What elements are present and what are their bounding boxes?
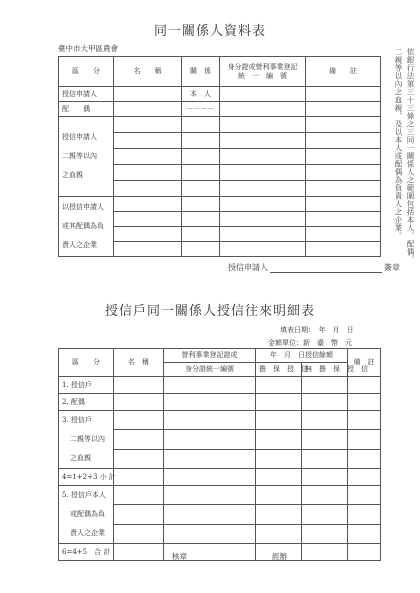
side-note: 依銀行法第三十三條之三同一關係人之範圍包括本人、配偶、二親等以內之血親，及以本人或配偶為負責人之企業。 — [394, 48, 415, 264]
ent-id-cell[interactable] — [220, 197, 306, 212]
table-header-row — [59, 57, 381, 87]
remark-cell[interactable] — [348, 394, 381, 411]
name-cell[interactable] — [114, 430, 164, 449]
id-cell[interactable] — [164, 505, 256, 524]
row-spouse-label: 配 偶 — [59, 102, 114, 117]
spouse-id-cell[interactable] — [220, 102, 306, 117]
review-seal-label: 核章 — [172, 552, 187, 561]
header-name: 名 稱 — [114, 57, 182, 87]
table-row — [59, 377, 381, 394]
ent-relation-cell[interactable] — [182, 227, 220, 242]
id-cell[interactable] — [164, 430, 256, 449]
name-cell[interactable] — [114, 524, 164, 543]
table-row — [59, 411, 381, 430]
secured-cell[interactable] — [256, 505, 302, 524]
kin-remark-cell[interactable] — [306, 133, 381, 149]
ent-id-cell[interactable] — [220, 212, 306, 227]
amount-unit: 金額單位：新 臺 幣 元 — [268, 339, 352, 347]
id-cell[interactable] — [164, 524, 256, 543]
kin-name-cell[interactable] — [114, 117, 182, 133]
applicant-name-cell[interactable] — [114, 87, 182, 102]
name-cell[interactable] — [114, 469, 164, 486]
signature-line[interactable] — [270, 263, 382, 273]
name-cell[interactable] — [114, 505, 164, 524]
name-cell[interactable] — [114, 411, 164, 430]
unsecured-cell[interactable] — [302, 377, 348, 394]
ent-remark-cell[interactable] — [306, 197, 381, 212]
header-id-line2: 身分證統一編號 — [164, 363, 256, 377]
ent-relation-cell[interactable] — [182, 212, 220, 227]
remark-cell[interactable] — [348, 449, 381, 468]
ent-line3: 責人之企業 — [70, 529, 105, 537]
kin-remark-cell[interactable] — [306, 149, 381, 165]
signature-label: 授信申請人 — [228, 263, 268, 272]
related-party-table — [58, 56, 381, 257]
secured-cell[interactable] — [256, 469, 302, 486]
header-remark: 備 註 — [306, 57, 381, 87]
kin-line1: 3. 授信戶 — [62, 416, 92, 424]
id-cell[interactable] — [164, 449, 256, 468]
header-id-line1: 營利事業登記證或 — [164, 349, 256, 363]
remark-cell[interactable] — [348, 486, 381, 505]
kin-line3: 之血親 — [62, 171, 83, 179]
row-subtotal: 4=1+2+3 小 計 — [59, 469, 114, 486]
form1-title: 同一關係人資料表 — [153, 24, 266, 39]
table-header-row — [59, 349, 381, 363]
header-remark: 備 註 — [348, 349, 381, 377]
applicant-signature — [228, 262, 400, 273]
header-id-line1: 身分證或營利事業登記 — [227, 62, 298, 71]
kin-id-cell[interactable] — [220, 165, 306, 181]
secured-cell[interactable] — [256, 449, 302, 468]
table-row — [59, 544, 381, 561]
ent-relation-cell[interactable] — [182, 197, 220, 212]
ent-relation-cell[interactable] — [182, 242, 220, 257]
kin-relation-cell[interactable] — [182, 181, 220, 197]
name-cell[interactable] — [114, 486, 164, 505]
credit-detail-table — [58, 348, 381, 561]
relation-self: 本 人 — [182, 87, 220, 102]
row-total: 6=4+5 合 計 — [59, 544, 114, 561]
spouse-remark-cell[interactable] — [306, 102, 381, 117]
unsecured-cell[interactable] — [302, 524, 348, 543]
ent-remark-cell[interactable] — [306, 227, 381, 242]
header-id-number — [220, 57, 306, 87]
name-cell[interactable] — [114, 394, 164, 411]
header-category: 區 分 — [59, 349, 114, 377]
table-row — [59, 486, 381, 505]
table-row — [59, 102, 381, 117]
id-cell[interactable] — [164, 377, 256, 394]
handler-label: 經辦 — [272, 552, 287, 561]
remark-cell[interactable] — [348, 430, 381, 449]
kin-remark-cell[interactable] — [306, 117, 381, 133]
ent-line2: 或其配偶為負 — [62, 222, 104, 230]
row-enterprise-label — [59, 197, 114, 257]
ent-id-cell[interactable] — [220, 227, 306, 242]
ent-name-cell[interactable] — [114, 212, 182, 227]
header-category: 區 分 — [59, 57, 114, 87]
applicant-remark-cell[interactable] — [306, 87, 381, 102]
remark-cell[interactable] — [348, 377, 381, 394]
secured-cell[interactable] — [256, 430, 302, 449]
unsecured-cell[interactable] — [302, 449, 348, 468]
remark-cell[interactable] — [348, 469, 381, 486]
table-row — [59, 197, 381, 212]
applicant-id-cell[interactable] — [220, 87, 306, 102]
unsecured-cell[interactable] — [302, 505, 348, 524]
unsecured-cell[interactable] — [302, 486, 348, 505]
kin-name-cell[interactable] — [114, 165, 182, 181]
kin-relation-cell[interactable] — [182, 149, 220, 165]
unsecured-cell[interactable] — [302, 430, 348, 449]
kin-relation-cell[interactable] — [182, 133, 220, 149]
header-unsecured: 無 擔 保 授 信 — [302, 363, 348, 377]
kin-line2: 二親等以內 — [62, 152, 97, 160]
ent-name-cell[interactable] — [114, 227, 182, 242]
id-cell[interactable] — [164, 394, 256, 411]
id-cell[interactable] — [164, 486, 256, 505]
ent-name-cell[interactable] — [114, 197, 182, 212]
ent-remark-cell[interactable] — [306, 242, 381, 257]
remark-cell[interactable] — [348, 411, 381, 430]
kin-name-cell[interactable] — [114, 133, 182, 149]
table-row — [59, 117, 381, 133]
secured-cell[interactable] — [256, 377, 302, 394]
secured-cell[interactable] — [256, 524, 302, 543]
kin-line3: 之血親 — [70, 454, 91, 462]
id-cell[interactable] — [164, 469, 256, 486]
row-borrower: 1. 授信戶 — [59, 377, 114, 394]
relation-spouse: －－－－ — [182, 102, 220, 117]
remark-cell[interactable] — [348, 524, 381, 543]
spouse-name-cell[interactable] — [114, 102, 182, 117]
unsecured-cell[interactable] — [302, 411, 348, 430]
table-row — [59, 394, 381, 411]
table-row — [59, 469, 381, 486]
ent-remark-cell[interactable] — [306, 212, 381, 227]
row-kin — [59, 411, 114, 469]
unsecured-cell[interactable] — [302, 544, 348, 561]
secured-cell[interactable] — [256, 486, 302, 505]
remark-cell[interactable] — [348, 505, 381, 524]
header-relation: 關 係 — [182, 57, 220, 87]
fill-date: 填表日期： 年 月 日 — [280, 326, 354, 334]
kin-line2: 二親等以內 — [70, 435, 105, 443]
organization-name: 臺中市大甲區農會 — [58, 44, 118, 53]
kin-id-cell[interactable] — [220, 149, 306, 165]
kin-name-cell[interactable] — [114, 181, 182, 197]
kin-id-cell[interactable] — [220, 117, 306, 133]
row-enterprise — [59, 486, 114, 544]
name-cell[interactable] — [114, 449, 164, 468]
table-row — [59, 87, 381, 102]
kin-remark-cell[interactable] — [306, 181, 381, 197]
secured-cell[interactable] — [256, 411, 302, 430]
ent-line3: 責人之企業 — [62, 241, 97, 249]
kin-id-cell[interactable] — [220, 133, 306, 149]
header-secured: 擔 保 授 信 — [256, 363, 302, 377]
row-applicant-label: 授信申請人 — [59, 87, 114, 102]
kin-id-cell[interactable] — [220, 181, 306, 197]
header-name: 名 稱 — [114, 349, 164, 377]
kin-relation-cell[interactable] — [182, 117, 220, 133]
remark-cell[interactable] — [348, 544, 381, 561]
secured-cell[interactable] — [256, 394, 302, 411]
ent-line1: 5. 授信戶本人 — [62, 491, 106, 499]
ent-id-cell[interactable] — [220, 242, 306, 257]
kin-remark-cell[interactable] — [306, 165, 381, 181]
name-cell[interactable] — [114, 377, 164, 394]
header-id-line2: 統 一 編 號 — [238, 71, 287, 80]
header-balance: 年 月 日授信餘額 — [256, 349, 348, 363]
ent-line1: 以授信申請人 — [62, 203, 104, 211]
kin-name-cell[interactable] — [114, 149, 182, 165]
name-cell[interactable] — [114, 544, 164, 561]
ent-name-cell[interactable] — [114, 242, 182, 257]
row-spouse: 2. 配偶 — [59, 394, 114, 411]
unsecured-cell[interactable] — [302, 394, 348, 411]
signature-suffix: 簽章 — [384, 263, 400, 272]
row-kin-label — [59, 117, 114, 197]
kin-relation-cell[interactable] — [182, 165, 220, 181]
unsecured-cell[interactable] — [302, 469, 348, 486]
ent-line2: 或配偶為負 — [70, 510, 105, 518]
kin-line1: 授信申請人 — [62, 133, 97, 141]
id-cell[interactable] — [164, 411, 256, 430]
form2-title: 授信戶同一關係人授信往來明細表 — [104, 304, 315, 319]
